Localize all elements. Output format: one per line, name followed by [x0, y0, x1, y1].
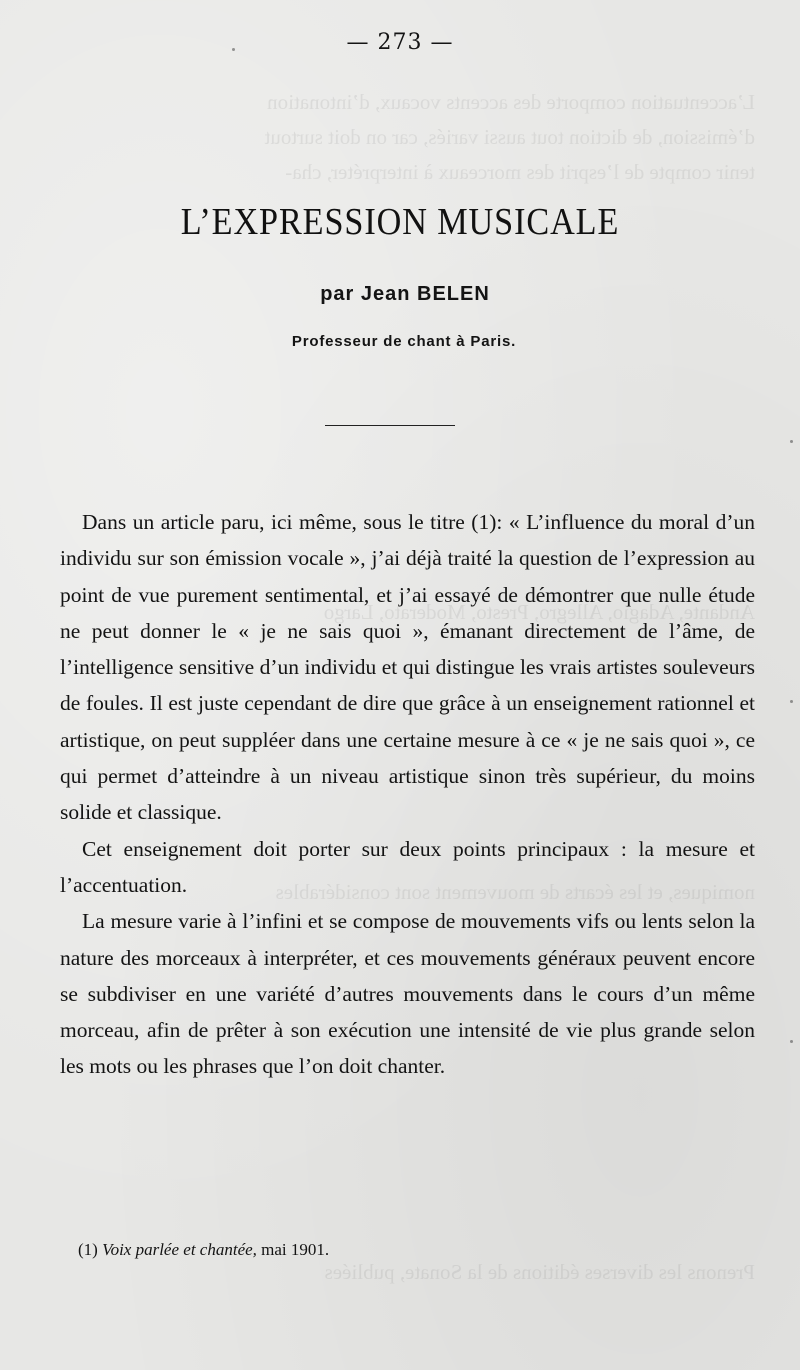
- bleed-through-text: Andante, Adagio, Allegro, Presto, Moderato, Largo: [323, 600, 755, 624]
- author-byline: par Jean BELEN: [320, 283, 490, 305]
- article-body: [60, 504, 755, 1085]
- page-number: — 273 —: [346, 30, 454, 55]
- body-paragraph: La mesure varie à l’infini et se compose de mouvements vifs ou lents selon la nature des morceaux à interpréter, et ces mouvements généraux peuvent encore se subdiviser en une variété d’autres mouvements dans le cours d’un même morceau, afin de prêter à son exécution une intensité de vie plus grande selon les mots ou les phrases que l’on doit chanter.: [60, 909, 755, 1079]
- paper-speck: [790, 440, 793, 443]
- body-paragraph: Cet enseignement doit porter sur deux points principaux : la mesure et l’accentuation.: [60, 836, 755, 897]
- paper-speck: [232, 48, 235, 51]
- bleed-through-text: L’accentuation comporte des accents vocaux, d’intonation: [267, 90, 755, 114]
- footnote-date: mai 1901.: [261, 1240, 330, 1259]
- article-title: L’EXPRESSION MUSICALE: [180, 201, 620, 243]
- section-divider: [325, 425, 455, 426]
- bleed-through-text: d’émission, de diction tout aussi variés, car on doit surtout: [264, 125, 755, 149]
- body-paragraph: Dans un article paru, ici même, sous le titre (1): « L’influence du moral d’un individu sur son émission vocale », j’ai déjà traité la question de l’expression au point de vue purement sentimental, et j’ai essayé de démontrer que nulle étude ne peut donner le « je ne sais quoi », émanant directement de l’âme, de l’intelligence sensitive d’un individu et qui distingue les vrais artistes souleveurs de foules. Il est juste cependant de dire que grâce à un enseignement rationnel et artistique, on peut suppléer dans une certaine mesure à ce « je ne sais quoi », ce qui permet d’atteindre à un niveau artistique sinon très supérieur, du moins solide et classique.: [60, 510, 755, 825]
- paper-speck: [790, 1040, 793, 1043]
- footnote: [78, 1240, 329, 1260]
- bleed-through-text: tenir compte de l’esprit des morceaux à interpréter, cha-: [285, 160, 755, 184]
- footnote-marker: (1): [78, 1240, 98, 1259]
- bleed-through-text: Prenons les diverses éditions de la Sonate, publiées: [324, 1260, 755, 1284]
- footnote-source: Voix parlée et chantée,: [102, 1240, 257, 1259]
- bleed-through-text: nomiques, et les écarts de mouvement sont considérables: [275, 880, 755, 904]
- paper-speck: [790, 700, 793, 703]
- author-profession: Professeur de chant à Paris.: [291, 333, 517, 350]
